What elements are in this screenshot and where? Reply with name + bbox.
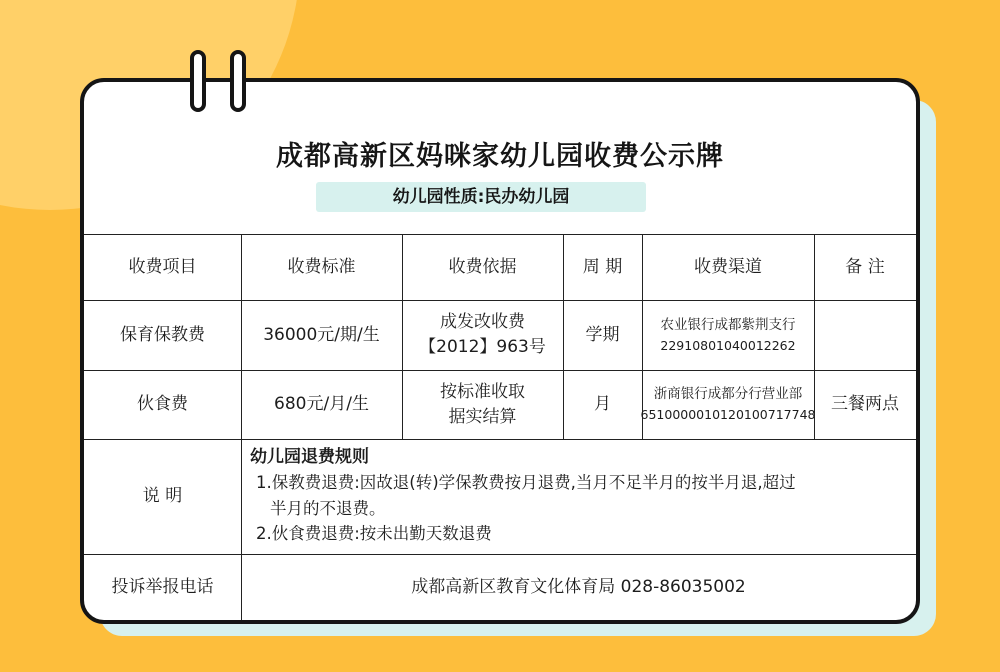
fee-basis-line: 据实结算 <box>448 406 517 427</box>
fee-period: 月 <box>594 394 611 415</box>
refund-rules <box>250 444 910 547</box>
page-title: 成都高新区妈咪家幼儿园收费公示牌 <box>276 141 724 172</box>
fee-remark: 三餐两点 <box>831 394 899 415</box>
bank-name: 农业银行成都紫荆支行 <box>660 316 796 333</box>
fee-period: 学期 <box>585 324 620 345</box>
bank-account: 6510000010120100717748 <box>640 407 816 423</box>
kindergarten-nature-badge: 幼儿园性质:民办幼儿园 <box>316 182 646 212</box>
column-header: 收费依据 <box>448 256 517 277</box>
refund-rule-line: 半月的不退费。 <box>270 498 386 518</box>
fee-standard: 680元/月/生 <box>274 394 369 415</box>
fee-basis <box>402 300 563 370</box>
column-header: 收费项目 <box>128 256 197 277</box>
fee-item: 伙食费 <box>137 394 188 415</box>
fee-basis-line: 【2012】963号 <box>419 337 546 357</box>
refund-rule-line: 2.伙食费退费:按未出勤天数退费 <box>256 524 492 544</box>
complaint-phone: 成都高新区教育文化体育局 028-86035002 <box>411 576 746 597</box>
fee-remark <box>814 300 916 370</box>
binder-ring-right-icon <box>230 50 246 112</box>
complaint-label: 投诉举报电话 <box>111 576 214 597</box>
bank-account: 22910801040012262 <box>660 337 796 353</box>
notice-board <box>80 78 920 624</box>
refund-rule-line: 1.保教费退费:因故退(转)学保教费按月退费,当月不足半月的按半月退,超过 <box>256 473 796 493</box>
fee-standard: 36000元/期/生 <box>263 324 380 345</box>
column-header: 收费标准 <box>287 256 356 277</box>
fee-basis-line: 按标准收取 <box>440 381 525 402</box>
explain-label: 说 明 <box>142 486 183 507</box>
fee-basis <box>402 370 563 439</box>
refund-rules-title: 幼儿园退费规则 <box>250 447 369 467</box>
fee-item: 保育保教费 <box>120 324 205 345</box>
fee-basis-line: 成发改收费 <box>440 312 525 333</box>
bank-name: 浙商银行成都分行营业部 <box>653 386 803 403</box>
column-header: 收费渠道 <box>694 256 762 277</box>
fee-channel <box>642 300 814 370</box>
fee-channel <box>642 370 814 439</box>
column-header: 周 期 <box>582 256 623 277</box>
column-header: 备 注 <box>845 256 885 277</box>
binder-ring-left-icon <box>190 50 206 112</box>
